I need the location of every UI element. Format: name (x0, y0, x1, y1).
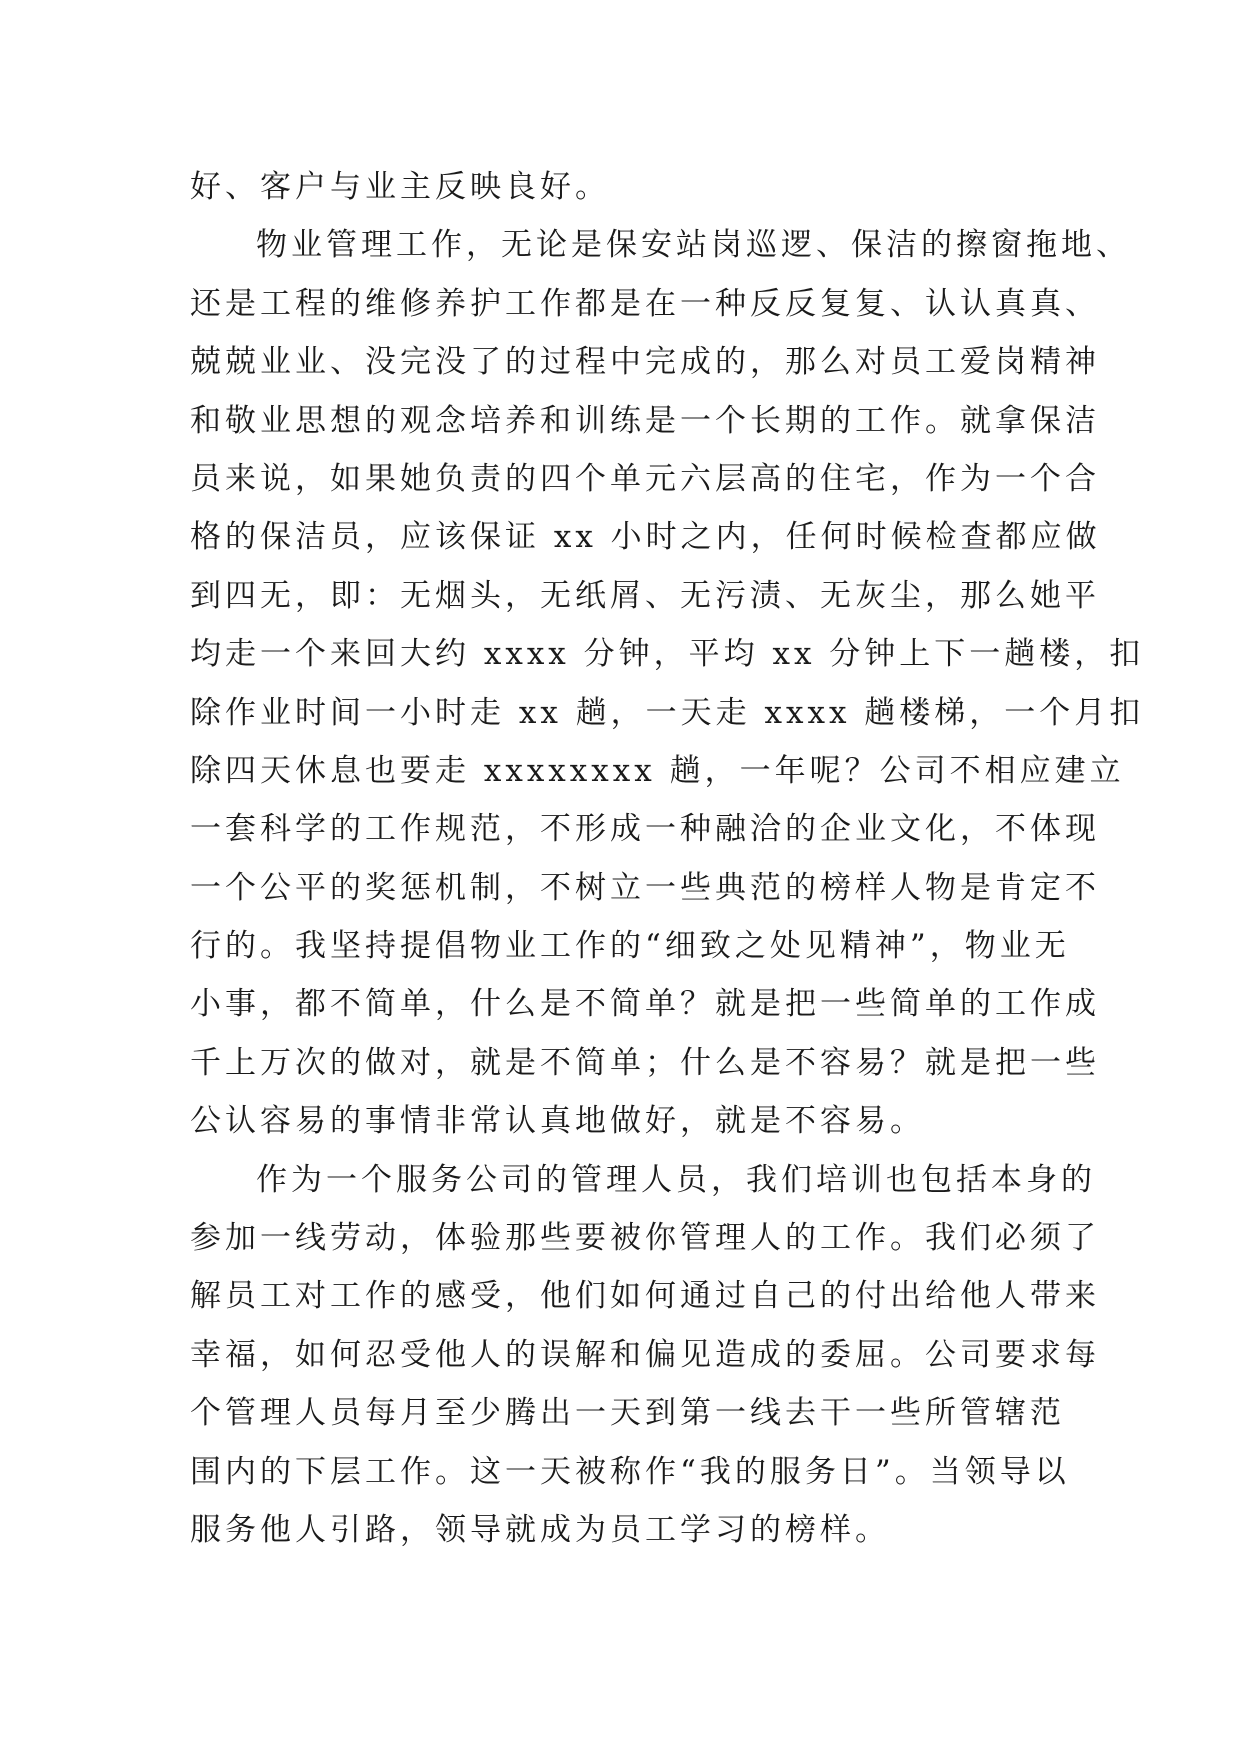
paragraph-first-line: 作为一个服务公司的管理人员，我们培训也包括本身的 (256, 1161, 1096, 1198)
text-line: 除四天休息也要走 xxxxxxxx 趟，一年呢？公司不相应建立 (190, 752, 1125, 789)
text-line: 兢兢业业、没完没了的过程中完成的，那么对员工爱岗精神 (190, 344, 1100, 381)
text-line: 还是工程的维修养护工作都是在一种反反复复、认认真真、 (190, 285, 1100, 322)
text-line: 一个公平的奖惩机制，不树立一些典范的榜样人物是肯定不 (190, 869, 1100, 906)
text-line: 公认容易的事情非常认真地做好，就是不容易。 (190, 1103, 925, 1140)
text-line: 解员工对工作的感受，他们如何通过自己的付出给他人带来 (190, 1278, 1100, 1315)
text-line: 幸福，如何忍受他人的误解和偏见造成的委屈。公司要求每 (190, 1336, 1100, 1373)
text-line: 个管理人员每月至少腾出一天到第一线去干一些所管辖范 (190, 1395, 1065, 1432)
text-line: 千上万次的做对，就是不简单；什么是不容易？就是把一些 (190, 1044, 1100, 1081)
text-line: 小事，都不简单，什么是不简单？就是把一些简单的工作成 (190, 986, 1100, 1023)
text-line: 到四无，即：无烟头，无纸屑、无污渍、无灰尘，那么她平 (190, 577, 1100, 614)
text-line: 和敬业思想的观念培养和训练是一个长期的工作。就拿保洁 (190, 402, 1100, 439)
text-line: 参加一线劳动，体验那些要被你管理人的工作。我们必须了 (190, 1220, 1100, 1257)
text-line: 除作业时间一小时走 xx 趟，一天走 xxxx 趟楼梯，一个月扣 (190, 694, 1145, 731)
text-line: 一套科学的工作规范，不形成一种融洽的企业文化，不体现 (190, 811, 1100, 848)
text-line: 行的。我坚持提倡物业工作的“细致之处见精神”，物业无 (190, 928, 1070, 965)
text-line: 好、客户与业主反映良好。 (190, 169, 610, 205)
text-line: 格的保洁员，应该保证 xx 小时之内，任何时候检查都应做 (190, 519, 1101, 556)
text-line: 员来说，如果她负责的四个单元六层高的住宅，作为一个合 (190, 460, 1100, 497)
text-line: 服务他人引路，领导就成为员工学习的榜样。 (190, 1511, 890, 1548)
text-line: 均走一个来回大约 xxxx 分钟，平均 xx 分钟上下一趟楼，扣 (190, 636, 1145, 673)
paragraph-first-line: 物业管理工作，无论是保安站岗巡逻、保洁的擦窗拖地、 (256, 227, 1131, 264)
text-line: 围内的下层工作。这一天被称作“我的服务日”。当领导以 (190, 1453, 1070, 1490)
document-body (190, 158, 1145, 1559)
